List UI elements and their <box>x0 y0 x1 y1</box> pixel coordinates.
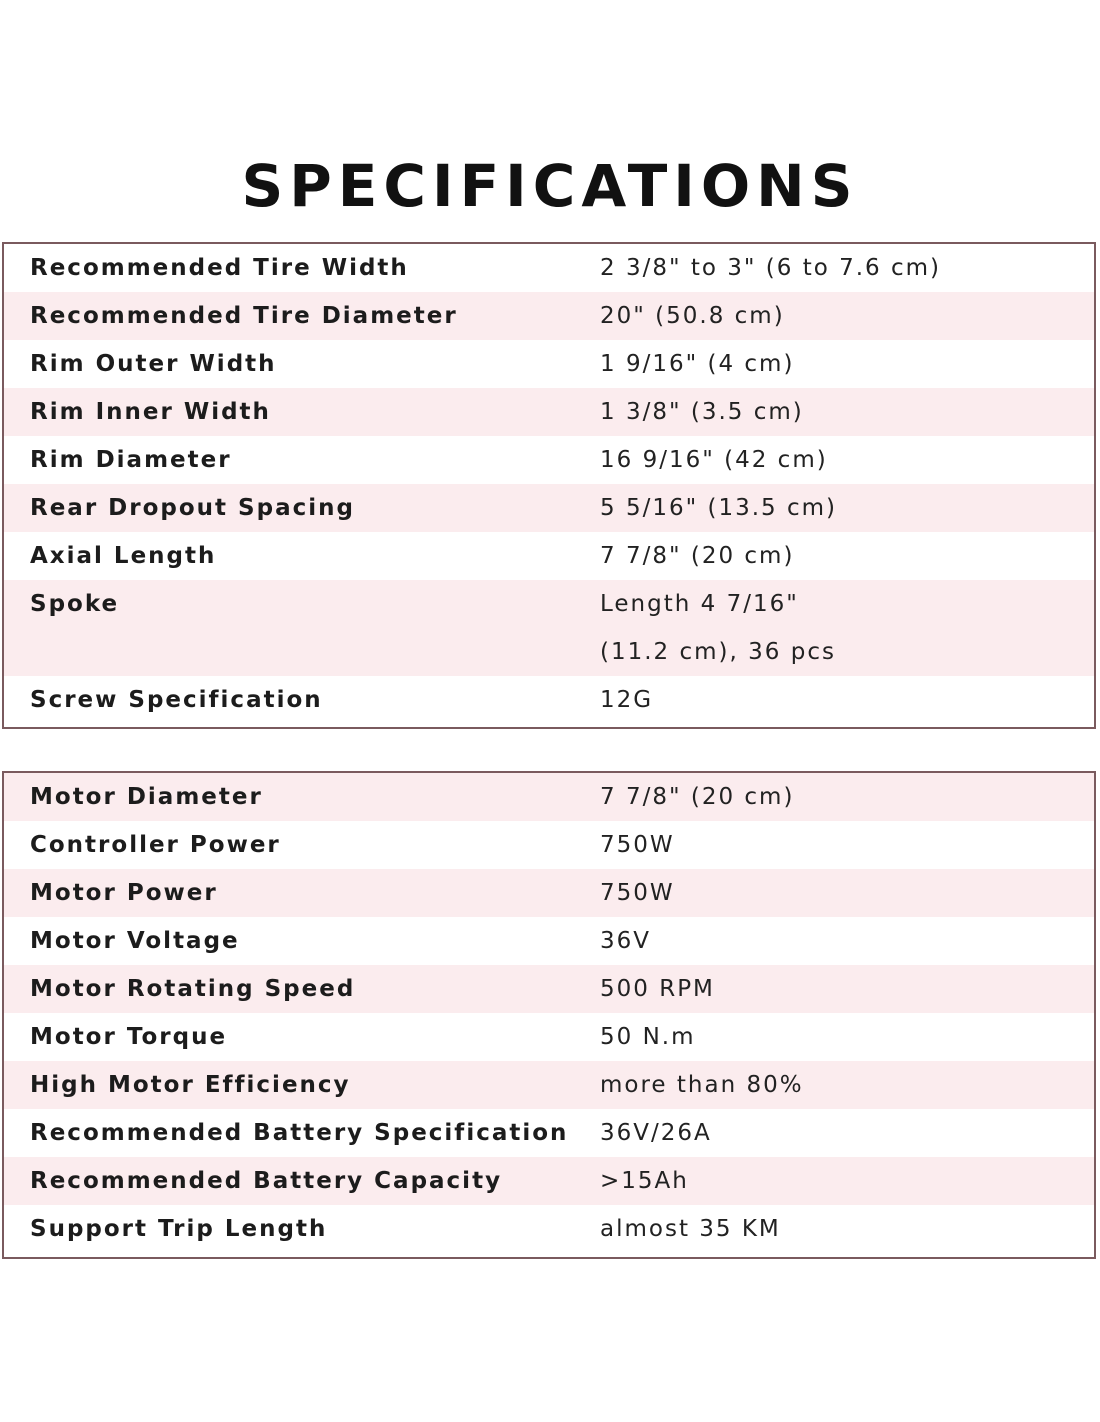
spec-value: 7 7/8" (20 cm) <box>600 784 795 810</box>
table-row <box>4 869 1094 917</box>
spec-value: 7 7/8" (20 cm) <box>600 543 795 569</box>
spec-label: Support Trip Length <box>30 1216 328 1242</box>
spec-label: High Motor Efficiency <box>30 1072 351 1098</box>
spec-value: 500 RPM <box>600 976 715 1002</box>
spec-value: almost 35 KM <box>600 1216 781 1242</box>
spec-value: 20" (50.8 cm) <box>600 303 785 329</box>
spec-value: 1 9/16" (4 cm) <box>600 351 795 377</box>
spec-label: Recommended Battery Capacity <box>30 1168 503 1194</box>
table-row <box>4 484 1094 532</box>
spec-label: Screw Specification <box>30 687 323 713</box>
table-row <box>4 436 1094 484</box>
table-row <box>4 773 1094 821</box>
page-title: SPECIFICATIONS <box>241 152 859 220</box>
spec-label: Motor Power <box>30 880 218 906</box>
wheel-specs-table <box>2 242 1096 729</box>
spec-label: Rim Diameter <box>30 447 232 473</box>
table-row <box>4 821 1094 869</box>
table-row <box>4 340 1094 388</box>
table-row <box>4 965 1094 1013</box>
spec-label: Rim Inner Width <box>30 399 271 425</box>
table-row <box>4 676 1094 724</box>
spec-label: Recommended Battery Specification <box>30 1120 569 1146</box>
spec-value: 36V <box>600 928 652 954</box>
spec-value: 1 3/8" (3.5 cm) <box>600 399 804 425</box>
table-row <box>4 1109 1094 1157</box>
spec-value: 36V/26A <box>600 1120 712 1146</box>
spec-label: Motor Voltage <box>30 928 240 954</box>
spec-value: 12G <box>600 687 654 713</box>
spec-value: 750W <box>600 832 675 858</box>
spec-label: Rim Outer Width <box>30 351 277 377</box>
table-row <box>4 388 1094 436</box>
table-row <box>4 917 1094 965</box>
spec-label: Recommended Tire Width <box>30 255 409 281</box>
spec-label: Rear Dropout Spacing <box>30 495 355 521</box>
table-row <box>4 1061 1094 1109</box>
spec-value: 2 3/8" to 3" (6 to 7.6 cm) <box>600 255 942 281</box>
spec-value <box>600 580 1094 676</box>
spec-value: 750W <box>600 880 675 906</box>
spec-label: Spoke <box>30 591 120 617</box>
spec-value: >15Ah <box>600 1168 689 1194</box>
spec-value: 16 9/16" (42 cm) <box>600 447 828 473</box>
spec-label: Axial Length <box>30 543 217 569</box>
table-row <box>4 1157 1094 1205</box>
spec-value: 50 N.m <box>600 1024 696 1050</box>
spec-label: Motor Rotating Speed <box>30 976 356 1002</box>
table-row <box>4 1013 1094 1061</box>
spec-label: Motor Diameter <box>30 784 263 810</box>
spec-label: Motor Torque <box>30 1024 228 1050</box>
spec-label: Controller Power <box>30 832 281 858</box>
spec-label: Recommended Tire Diameter <box>30 303 458 329</box>
table-row <box>4 532 1094 580</box>
spec-value-line: (11.2 cm), 36 pcs <box>600 639 836 665</box>
table-row <box>4 1205 1094 1253</box>
table-row <box>4 580 1094 676</box>
spec-value-line: Length 4 7/16" <box>600 591 799 617</box>
spec-value: more than 80% <box>600 1072 804 1098</box>
table-row <box>4 244 1094 292</box>
spec-value: 5 5/16" (13.5 cm) <box>600 495 838 521</box>
motor-specs-table <box>2 771 1096 1259</box>
table-row <box>4 292 1094 340</box>
